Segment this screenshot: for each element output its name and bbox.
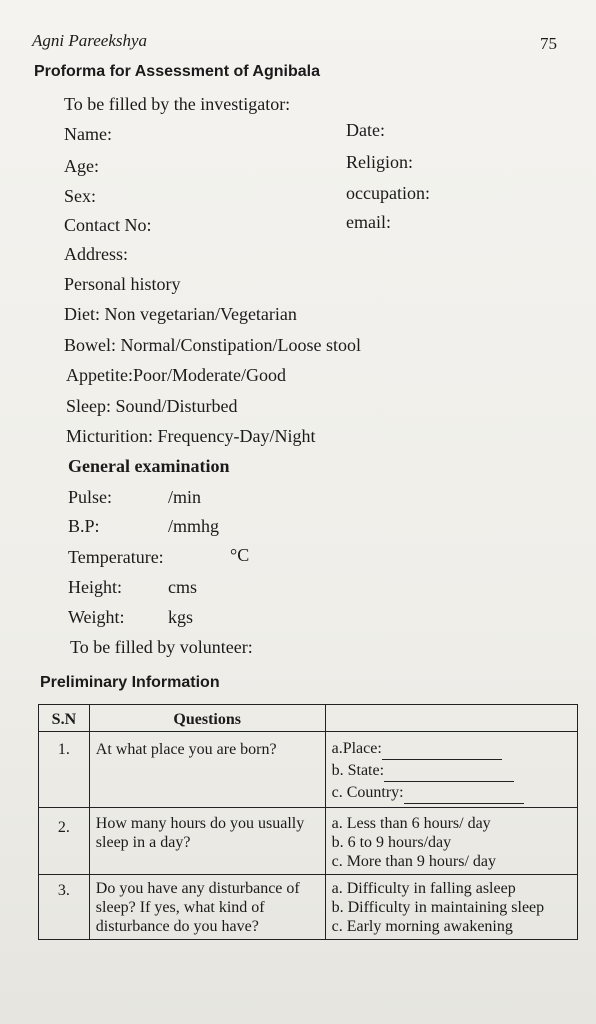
sleep-line: Sleep: Sound/Disturbed — [66, 396, 238, 416]
table-header-row — [39, 705, 578, 732]
questions-table — [38, 704, 578, 940]
preliminary-heading: Preliminary Information — [40, 674, 220, 691]
option-c: c. Country: — [332, 782, 571, 804]
row-options — [325, 732, 577, 808]
option-b: b. 6 to 9 hours/day — [331, 834, 452, 851]
row-question: Do you have any disturbance of sleep? If yes, what kind of disturbance do you have? — [89, 875, 325, 940]
pulse-unit: /min — [168, 487, 202, 507]
option-b: b. State: — [332, 760, 571, 782]
height-unit: cms — [168, 577, 197, 597]
header-sn: S.N — [39, 705, 90, 732]
field-name: Name: — [64, 124, 112, 144]
weight-label: Weight: — [68, 607, 125, 627]
appetite-line: Appetite:Poor/Moderate/Good — [66, 365, 286, 385]
form-title: Proforma for Assessment of Agnibala — [34, 63, 320, 80]
height-label: Height: — [68, 577, 122, 597]
field-occupation: occupation: — [346, 183, 430, 203]
row-options — [325, 808, 577, 875]
header-options — [325, 705, 577, 732]
option-c: c. More than 9 hours/ day — [331, 853, 496, 870]
temperature-unit: °C — [230, 545, 250, 565]
page-number: 75 — [540, 34, 557, 53]
row-sn: 2. — [39, 808, 90, 875]
table-row — [39, 875, 578, 940]
option-a: a. Less than 6 hours/ day — [331, 815, 491, 832]
bp-label: B.P: — [68, 516, 100, 536]
row-question: At what place you are born? — [89, 732, 325, 808]
field-sex: Sex: — [64, 186, 97, 206]
field-religion: Religion: — [346, 152, 413, 172]
investigator-heading: To be filled by the investigator: — [64, 94, 291, 114]
row-options — [325, 875, 577, 940]
row-question: How many hours do you usually sleep in a day? — [89, 808, 325, 875]
option-a: a. Difficulty in falling asleep — [331, 880, 516, 897]
table-row — [39, 808, 578, 875]
field-email: email: — [346, 212, 391, 232]
diet-line: Diet: Non vegetarian/Vegetarian — [64, 304, 297, 324]
pulse-label: Pulse: — [68, 487, 113, 507]
bp-unit: /mmhg — [168, 516, 220, 536]
option-b: b. Difficulty in maintaining sleep — [331, 899, 545, 916]
option-a: a.Place: — [332, 738, 571, 760]
field-age: Age: — [64, 156, 99, 176]
header-questions: Questions — [89, 705, 325, 732]
field-date: Date: — [346, 120, 385, 140]
micturition-line: Micturition: Frequency-Day/Night — [66, 426, 316, 446]
temperature-label: Temperature: — [68, 547, 164, 567]
personal-history-heading: Personal history — [64, 274, 181, 294]
row-sn: 3. — [39, 875, 90, 940]
option-c: c. Early morning awakening — [331, 918, 513, 935]
field-contact: Contact No: — [64, 215, 152, 235]
field-address: Address: — [64, 244, 128, 264]
weight-unit: kgs — [168, 607, 194, 627]
volunteer-heading: To be filled by volunteer: — [70, 637, 253, 657]
running-head-title: Agni Pareekshya — [32, 31, 148, 50]
row-sn: 1. — [39, 732, 90, 808]
table-row — [39, 732, 578, 808]
general-exam-heading: General examination — [68, 456, 230, 476]
bowel-line: Bowel: Normal/Constipation/Loose stool — [64, 335, 361, 355]
